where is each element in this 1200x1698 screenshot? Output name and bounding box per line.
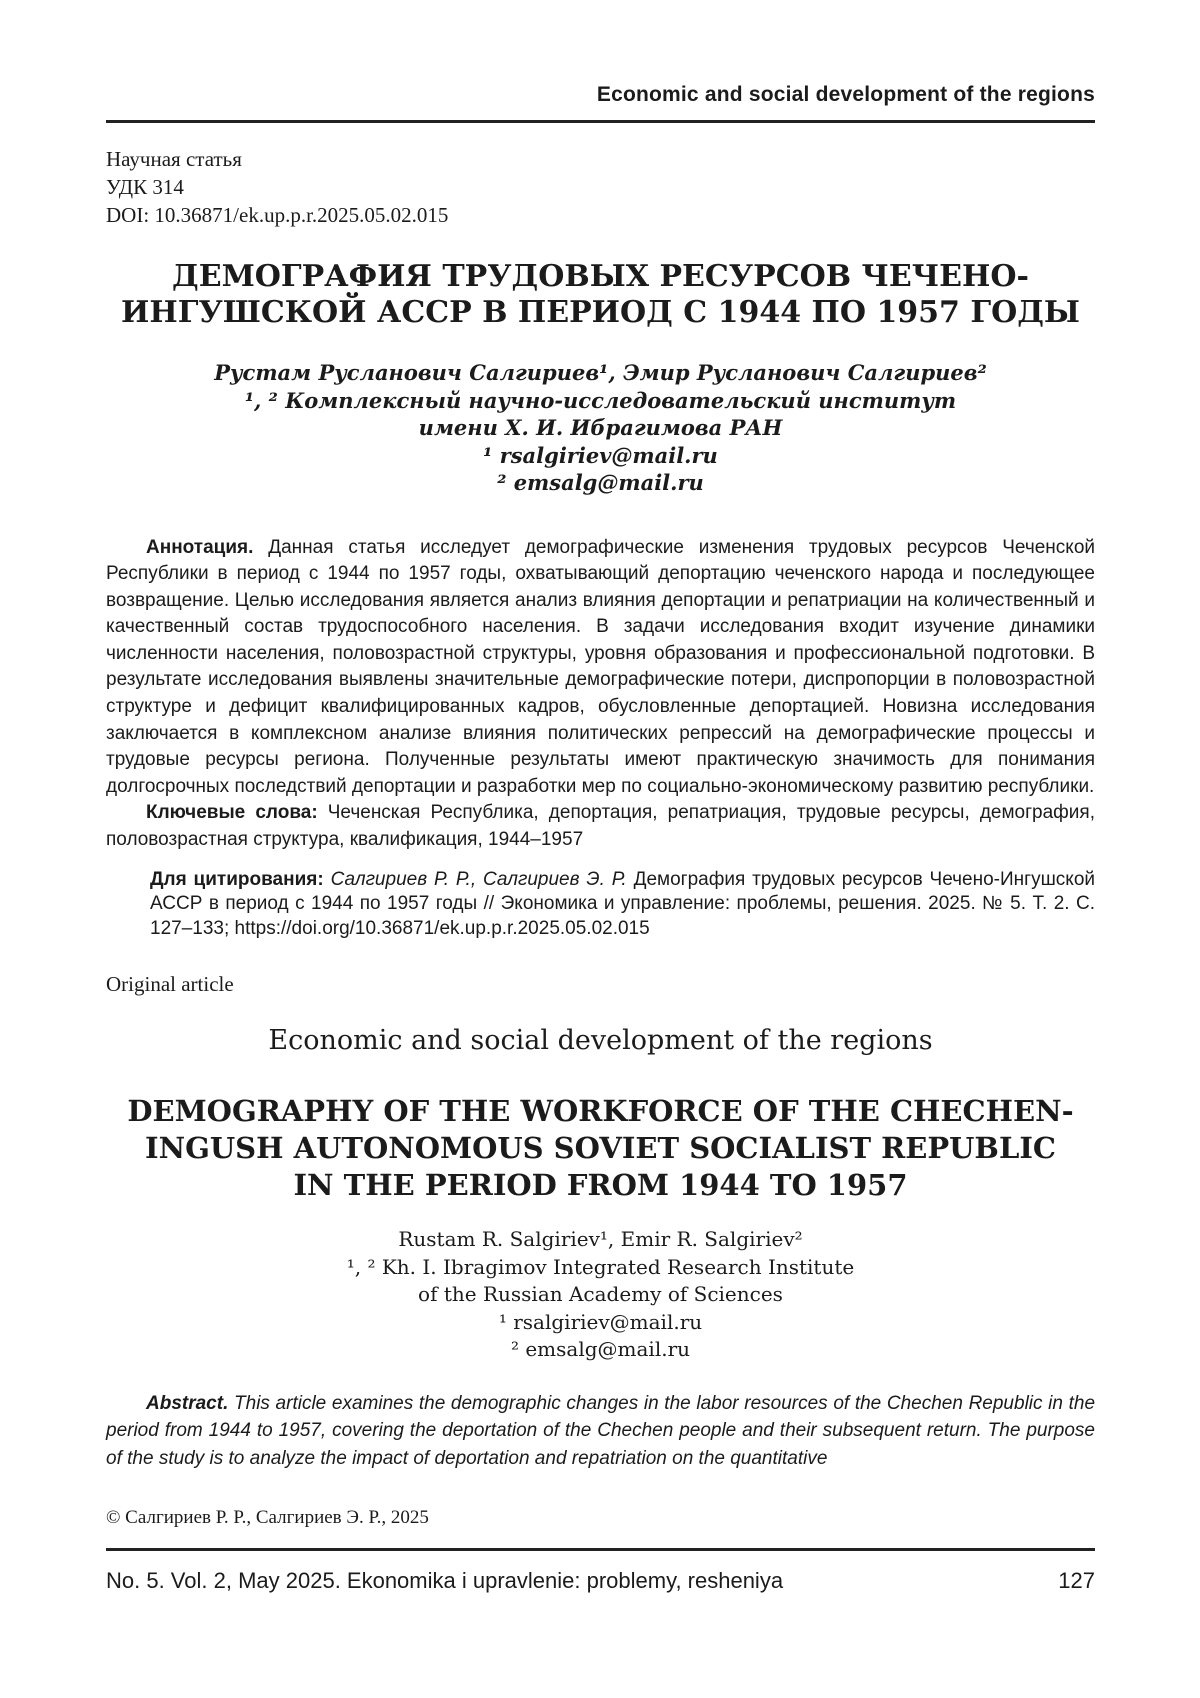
affiliation-english-line-2: of the Russian Academy of Sciences	[418, 1282, 783, 1307]
header-rule	[106, 120, 1095, 123]
page-number: 127	[1058, 1568, 1095, 1594]
keywords-russian-text: Чеченская Республика, депортация, репатриация, трудовые ресурсы, демография, половозрастная структура, квалификация, 1944–1957	[106, 802, 1095, 851]
page-footer	[106, 1567, 1095, 1595]
author-email-2: ² emsalg@mail.ru	[497, 470, 704, 495]
abstract-russian-label: Аннотация.	[146, 536, 254, 558]
keywords-russian	[106, 800, 1095, 853]
journal-issue-info: No. 5. Vol. 2, May 2025. Ekonomika i upravlenie: problemy, resheniya	[106, 1568, 784, 1594]
copyright-line: © Салгириев Р. Р., Салгириев Э. Р., 2025	[106, 1507, 429, 1529]
citation-label: Для цитирования:	[150, 868, 324, 890]
footer-rule	[106, 1548, 1095, 1551]
abstract-english-text: This article examines the demographic changes in the labor resources of the Chechen Republic in the period from 1944 to 1957, covering the deportation of the Chechen people and their subsequent return. The purpose of the study is to analyze the impact of deportation and repatriation on the quantitative	[106, 1392, 1096, 1469]
title-english-line-3: IN THE PERIOD FROM 1944 TO 1957	[293, 1168, 908, 1203]
citation-authors: Салгириев Р. Р., Салгириев Э. Р.	[330, 868, 627, 890]
title-russian-line-2: ИНГУШСКОЙ АССР В ПЕРИОД С 1944 ПО 1957 ГОДЫ	[121, 295, 1080, 330]
original-article-label: Original article	[106, 972, 234, 997]
title-russian-line-1: ДЕМОГРАФИЯ ТРУДОВЫХ РЕСУРСОВ ЧЕЧЕНО-	[172, 259, 1029, 294]
title-english-line-2: INGUSH AUTONOMOUS SOVIET SOCIALIST REPUBLIC	[145, 1131, 1056, 1166]
keywords-russian-label: Ключевые слова:	[146, 802, 318, 824]
article-meta	[106, 145, 1095, 229]
title-english	[106, 1093, 1095, 1204]
citation-block	[150, 868, 1095, 942]
udk-code: УДК 314	[106, 175, 184, 199]
title-russian	[106, 259, 1095, 331]
authors-russian: Рустам Русланович Салгириев¹, Эмир Русланович Салгириев²	[214, 360, 987, 385]
citation-text: Демография трудовых ресурсов Чечено-Ингушской АССР в период с 1944 по 1957 годы // Экономика и управление: проблемы, решения. 2025. № 5. Т. 2. С. 127–133; https://doi.org/10.36871/ek.up.p.r.2025.05.02.015	[150, 868, 1096, 939]
affiliation-russian-line-1: ¹, ² Комплексный научно-исследовательский институт	[244, 387, 957, 413]
running-head: Economic and social development of the regions	[596, 83, 1095, 106]
section-heading-english: Economic and social development of the regions	[268, 1025, 933, 1057]
abstract-english	[106, 1390, 1095, 1473]
author-email-english-2: ² emsalg@mail.ru	[510, 1337, 691, 1362]
abstract-english-label: Abstract.	[146, 1392, 229, 1414]
article-type-label: Научная статья	[106, 147, 242, 171]
abstract-russian-text: Данная статья исследует демографические изменения трудовых ресурсов Чеченской Республики в период с 1944 по 1957 годы, охватывающий депортацию чеченского народа и последующее возвращение. Целью исследования является анализ влияния депортации и репатриации на количественный и качественный состав трудоспособного населения. В задачи исследования входит изучение динамики численности населения, половозрастной структуры, уровня образования и профессиональной подготовки. В результате исследования выявлены значительные демографические потери, диспропорции в половозрастной структуре и дефицит квалифицированных кадров, обусловленные депортацией. Новизна исследования заключается в комплексном анализе влияния политических репрессий на демографические процессы и трудовые ресурсы региона. Полученные результаты имеют практическую значимость для понимания долгосрочных последствий депортации и разработки мер по социально-экономическому развитию республики.	[106, 536, 1096, 797]
title-english-line-1: DEMOGRAPHY OF THE WORKFORCE OF THE CHECHEN-	[127, 1094, 1074, 1129]
abstract-russian	[106, 535, 1095, 801]
doi-line: DOI: 10.36871/ek.up.p.r.2025.05.02.015	[106, 203, 449, 227]
author-email-english-1: ¹ rsalgiriev@mail.ru	[498, 1309, 703, 1334]
authors-block-english	[106, 1226, 1095, 1364]
affiliation-russian-line-2: имени Х. И. Ибрагимова РАН	[418, 415, 783, 440]
author-email-1: ¹ rsalgiriev@mail.ru	[483, 442, 718, 468]
authors-block-russian	[106, 359, 1095, 497]
authors-english: Rustam R. Salgiriev¹, Emir R. Salgiriev²	[398, 1227, 803, 1252]
affiliation-english-line-1: ¹, ² Kh. I. Ibragimov Integrated Research Institute	[346, 1254, 855, 1279]
